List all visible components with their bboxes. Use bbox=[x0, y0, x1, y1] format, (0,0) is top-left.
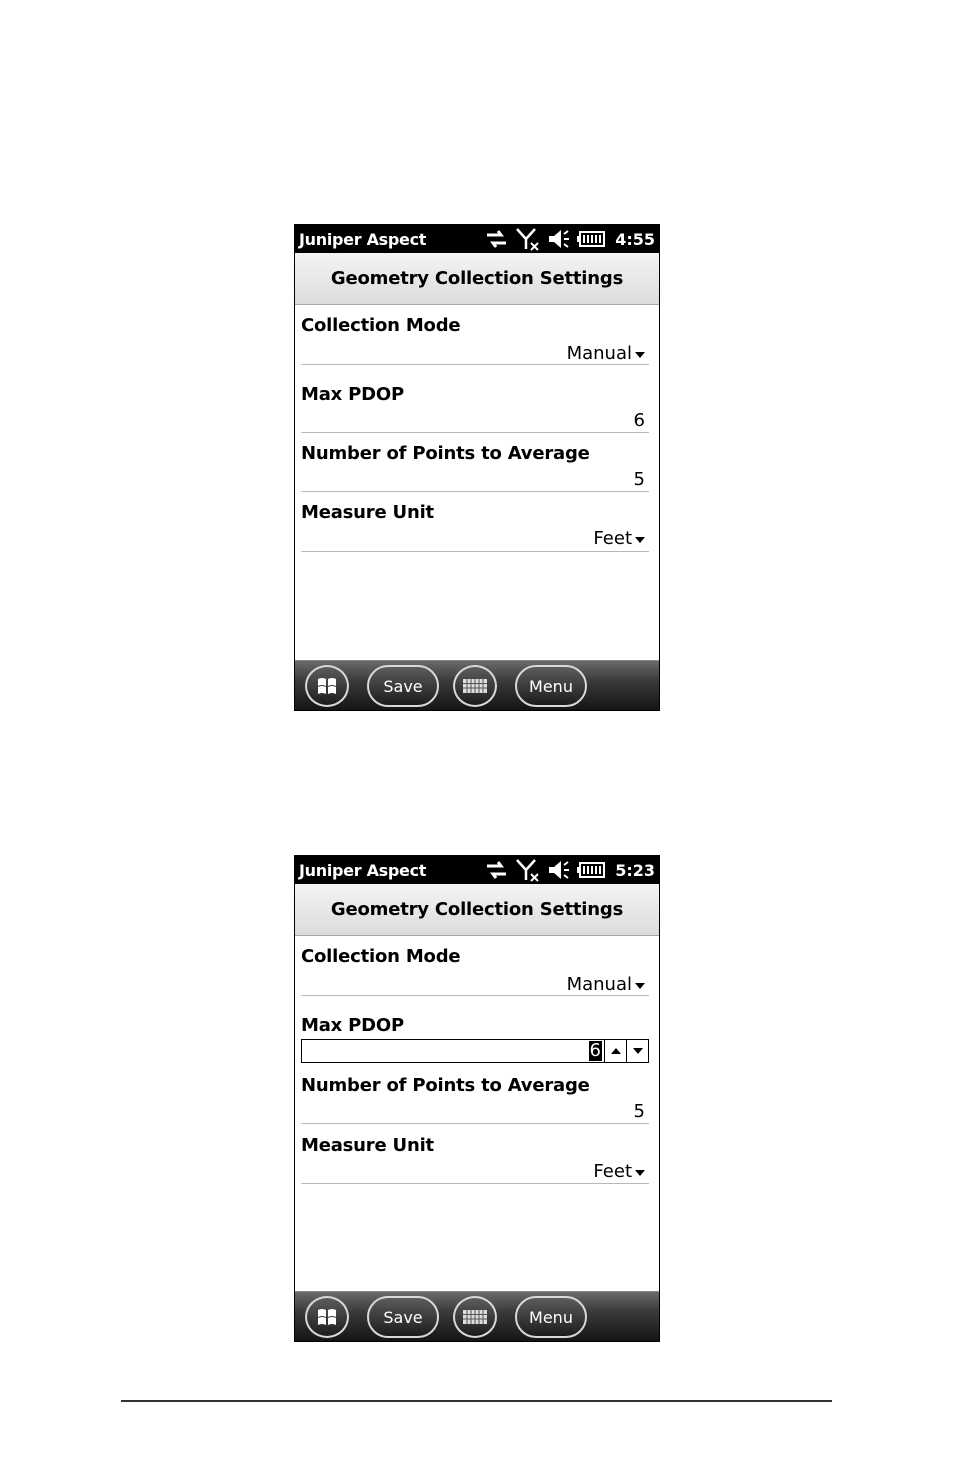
collection-mode-dropdown[interactable] bbox=[567, 343, 645, 364]
max-pdop-field bbox=[301, 384, 649, 436]
app-title: Juniper Aspect bbox=[299, 861, 427, 880]
chevron-down-icon bbox=[635, 983, 645, 989]
no-signal-icon bbox=[515, 227, 541, 251]
page-title: Geometry Collection Settings bbox=[330, 268, 624, 289]
keyboard-icon bbox=[463, 1310, 487, 1324]
speaker-icon bbox=[547, 859, 571, 881]
divider bbox=[301, 1123, 649, 1124]
max-pdop-label: Max PDOP bbox=[301, 1015, 404, 1036]
max-pdop-field bbox=[301, 1015, 649, 1067]
collection-mode-label: Collection Mode bbox=[301, 315, 461, 336]
start-button[interactable] bbox=[305, 665, 349, 707]
collection-mode-value: Manual bbox=[566, 343, 632, 364]
collection-mode-field bbox=[301, 315, 649, 367]
no-signal-icon bbox=[515, 858, 541, 882]
page-header bbox=[295, 884, 659, 936]
divider bbox=[301, 432, 649, 433]
measure-unit-value: Feet bbox=[593, 528, 632, 549]
battery-icon bbox=[577, 862, 605, 878]
points-to-average-label: Number of Points to Average bbox=[301, 1075, 590, 1096]
points-to-average-label: Number of Points to Average bbox=[301, 443, 590, 464]
divider bbox=[301, 1183, 649, 1184]
max-pdop-value[interactable]: 6 bbox=[589, 1040, 601, 1061]
measure-unit-value: Feet bbox=[593, 1161, 632, 1182]
windows-start-icon bbox=[315, 1306, 339, 1328]
max-pdop-spinbox[interactable] bbox=[301, 1039, 649, 1063]
soft-key-bar bbox=[295, 660, 659, 710]
status-icons bbox=[485, 227, 655, 251]
points-to-average-value: 5 bbox=[633, 469, 645, 490]
divider bbox=[301, 491, 649, 492]
measure-unit-field bbox=[301, 502, 649, 554]
arrow-down-icon bbox=[633, 1048, 643, 1054]
collection-mode-value: Manual bbox=[566, 974, 632, 995]
points-to-average-field bbox=[301, 1075, 649, 1127]
measure-unit-label: Measure Unit bbox=[301, 1135, 434, 1156]
max-pdop-label: Max PDOP bbox=[301, 384, 404, 405]
speaker-icon bbox=[547, 228, 571, 250]
save-button[interactable]: Save bbox=[367, 665, 439, 707]
points-to-average-input[interactable] bbox=[634, 1101, 645, 1122]
status-bar bbox=[295, 225, 659, 253]
menu-button[interactable]: Menu bbox=[515, 665, 587, 707]
measure-unit-label: Measure Unit bbox=[301, 502, 434, 523]
points-to-average-input[interactable] bbox=[634, 469, 645, 490]
keyboard-button[interactable] bbox=[453, 1296, 497, 1338]
collection-mode-field bbox=[301, 946, 649, 998]
start-button[interactable] bbox=[305, 1296, 349, 1338]
footer-rule bbox=[121, 1400, 832, 1402]
measure-unit-dropdown[interactable] bbox=[593, 528, 645, 549]
keyboard-button[interactable] bbox=[453, 665, 497, 707]
chevron-down-icon bbox=[635, 1170, 645, 1176]
clock: 5:23 bbox=[615, 860, 655, 880]
status-bar bbox=[295, 856, 659, 884]
menu-button[interactable]: Menu bbox=[515, 1296, 587, 1338]
keyboard-icon bbox=[463, 679, 487, 693]
save-button[interactable]: Save bbox=[367, 1296, 439, 1338]
collection-mode-label: Collection Mode bbox=[301, 946, 461, 967]
page-header bbox=[295, 253, 659, 305]
app-title: Juniper Aspect bbox=[299, 230, 427, 249]
points-to-average-value: 5 bbox=[633, 1101, 645, 1122]
windows-start-icon bbox=[315, 675, 339, 697]
max-pdop-value: 6 bbox=[633, 410, 645, 431]
measure-unit-dropdown[interactable] bbox=[593, 1161, 645, 1182]
status-icons bbox=[485, 858, 655, 882]
soft-key-bar bbox=[295, 1291, 659, 1341]
measure-unit-field bbox=[301, 1135, 649, 1187]
sync-arrows-icon bbox=[485, 859, 509, 881]
chevron-down-icon bbox=[635, 352, 645, 358]
divider bbox=[301, 995, 649, 996]
divider bbox=[301, 551, 649, 552]
battery-icon bbox=[577, 231, 605, 247]
spin-down-button[interactable] bbox=[626, 1040, 648, 1062]
sync-arrows-icon bbox=[485, 228, 509, 250]
device-screen-2 bbox=[294, 855, 660, 1342]
clock: 4:55 bbox=[615, 229, 655, 249]
points-to-average-field bbox=[301, 443, 649, 495]
max-pdop-input[interactable] bbox=[634, 410, 645, 431]
divider bbox=[301, 364, 649, 365]
spin-up-button[interactable] bbox=[604, 1040, 626, 1062]
chevron-down-icon bbox=[635, 537, 645, 543]
device-screen-1 bbox=[294, 224, 660, 711]
page-title: Geometry Collection Settings bbox=[330, 899, 624, 920]
collection-mode-dropdown[interactable] bbox=[567, 974, 645, 995]
arrow-up-icon bbox=[611, 1048, 621, 1054]
